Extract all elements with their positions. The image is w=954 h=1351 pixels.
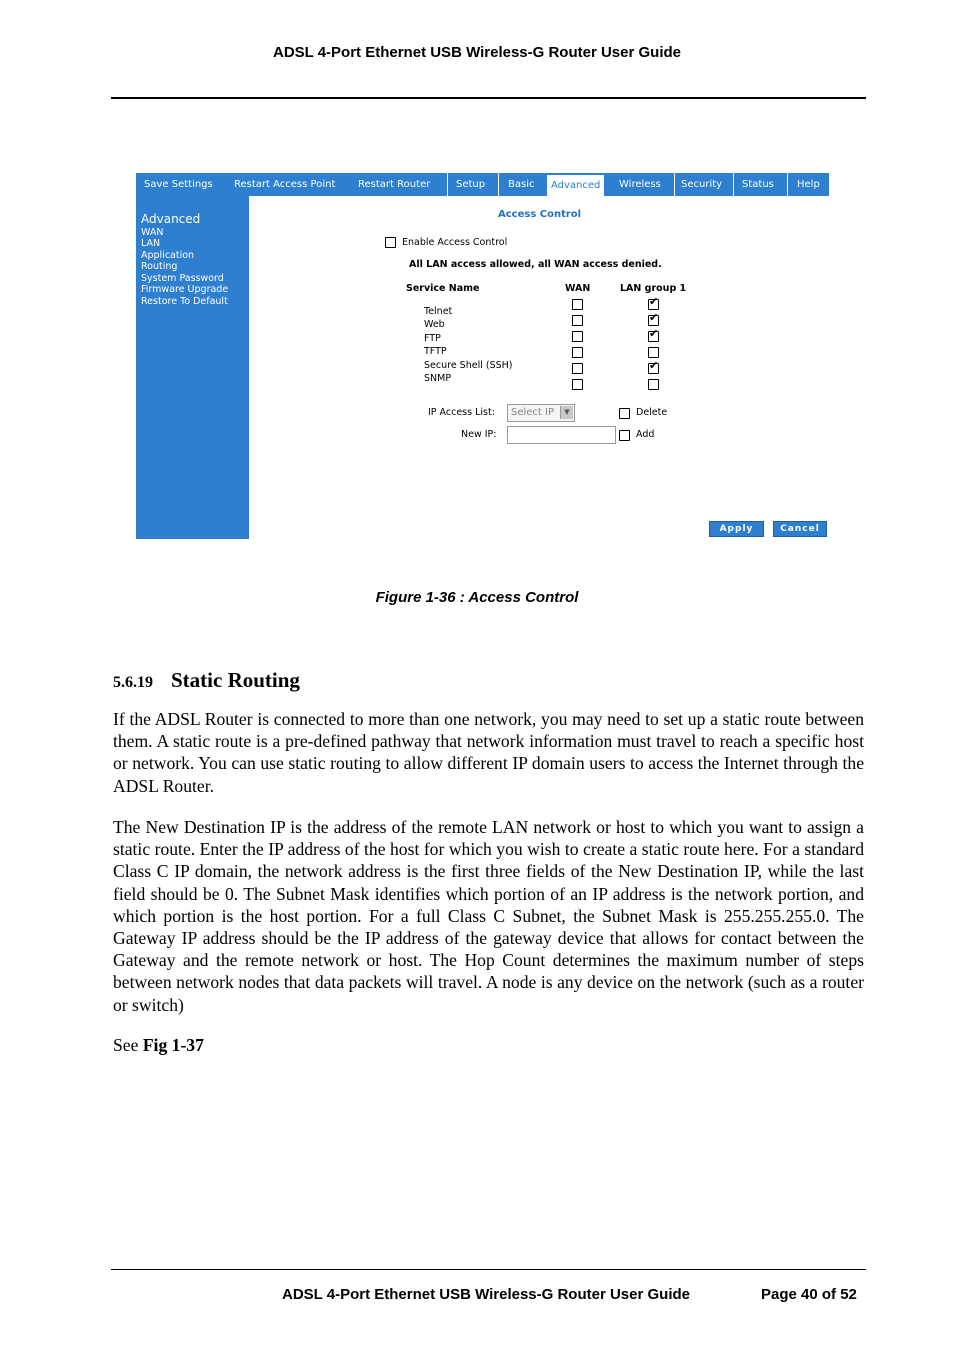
service-name: FTP	[424, 332, 441, 344]
nav-separator	[733, 173, 734, 196]
nav-restart-router[interactable]: Restart Router	[358, 179, 431, 190]
lan-checkbox[interactable]	[648, 347, 659, 358]
nav-wireless[interactable]: Wireless	[619, 179, 661, 190]
nav-basic[interactable]: Basic	[508, 179, 535, 190]
enable-access-control-label: Enable Access Control	[402, 237, 508, 248]
sidebar-item-wan[interactable]: WAN	[141, 227, 164, 238]
wan-checkbox[interactable]	[572, 315, 583, 326]
nav-status[interactable]: Status	[742, 179, 774, 190]
new-ip-label: New IP:	[461, 429, 497, 440]
footer-title: ADSL 4-Port Ethernet USB Wireless-G Router User Guide	[282, 1286, 691, 1303]
sidebar-item-system-password[interactable]: System Password	[141, 273, 224, 284]
see-prefix: See	[113, 1035, 143, 1055]
page-header: ADSL 4-Port Ethernet USB Wireless-G Router User Guide	[272, 44, 681, 61]
service-name: Telnet	[424, 306, 453, 317]
section-title: Static Routing	[171, 668, 300, 692]
wan-checkbox[interactable]	[572, 331, 583, 342]
ip-access-select-value: Select IP	[511, 407, 555, 418]
nav-help[interactable]: Help	[797, 179, 820, 190]
wan-checkbox[interactable]	[572, 379, 583, 390]
checkmark-icon: ✔	[649, 327, 659, 340]
wan-checkbox[interactable]	[572, 363, 583, 374]
apply-button[interactable]: Apply	[709, 521, 764, 537]
router-ui-screenshot	[136, 173, 829, 539]
wan-checkbox[interactable]	[572, 299, 583, 310]
nav-setup[interactable]: Setup	[456, 179, 486, 190]
content-panel	[249, 196, 829, 539]
nav-save-settings[interactable]: Save Settings	[144, 179, 213, 190]
column-header-wan: WAN	[565, 283, 591, 294]
lan-checkbox[interactable]	[648, 311, 659, 326]
delete-checkbox[interactable]	[619, 408, 630, 419]
paragraph: The New Destination IP is the address of the remote LAN network or host to which you want to assign a static route. Enter the IP address of the host for which you wish to create a static route here. For a standard Class C IP domain, the network address is the first three fields of the New Destination IP, while the last field should be 0. The Subnet Mask identifies which portion of an IP address is the network portion, and which portion is the host portion. For a full Class C Subnet, the Subnet Mask is 255.255.255.0. The Gateway IP address should be the IP address of the gateway device that allows for contact between the Gateway and the remote network or host. The Hop Count determines the maximum number of steps between network nodes that data packets will travel. A node is any device on the network (such as a router or switch)	[113, 817, 864, 1015]
column-header-lan: LAN group 1	[620, 283, 687, 294]
add-label: Add	[636, 429, 655, 440]
checkmark-icon: ✔	[649, 295, 659, 308]
footer-rule	[111, 1269, 866, 1270]
nav-separator	[787, 173, 788, 196]
sidebar-item-lan[interactable]: LAN	[141, 238, 161, 249]
figure-caption: Figure 1-36 : Access Control	[375, 589, 579, 606]
service-name: SNMP	[424, 373, 452, 384]
see-reference	[113, 1035, 204, 1056]
section-number: 5.6.19	[113, 674, 153, 691]
checkmark-icon: ✔	[649, 359, 659, 372]
sidebar-item-restore-default[interactable]: Restore To Default	[141, 296, 228, 307]
lan-checkbox[interactable]	[648, 327, 659, 342]
lan-checkbox[interactable]	[648, 359, 659, 374]
sidebar-item-routing[interactable]: Routing	[141, 261, 178, 272]
ip-access-select[interactable]	[507, 404, 575, 422]
enable-access-control-checkbox[interactable]	[385, 237, 396, 248]
top-nav-bar	[136, 173, 829, 196]
section-heading	[113, 668, 300, 693]
sidebar-title: Advanced	[141, 212, 201, 226]
service-name: TFTP	[424, 346, 447, 358]
nav-restart-access-point[interactable]: Restart Access Point	[234, 179, 336, 190]
column-header-service: Service Name	[406, 283, 480, 294]
new-ip-input[interactable]	[507, 426, 616, 444]
nav-separator	[447, 173, 448, 196]
header-rule	[111, 97, 866, 99]
nav-advanced[interactable]: Advanced	[547, 175, 604, 196]
service-name: Secure Shell (SSH)	[424, 359, 513, 371]
lan-checkbox[interactable]	[648, 295, 659, 310]
paragraph: If the ADSL Router is connected to more than one network, you may need to set up a static route between them. A static route is a pre-defined pathway that network information must travel to reach a specific host or network. You can use static routing to allow different IP domain users to access the Internet through the ADSL Router.	[113, 709, 864, 796]
wan-checkbox[interactable]	[572, 347, 583, 358]
delete-label: Delete	[636, 407, 668, 418]
nav-separator	[498, 173, 499, 196]
nav-security[interactable]: Security	[681, 179, 723, 190]
ip-access-list-label: IP Access List:	[428, 407, 495, 418]
sidebar	[136, 196, 249, 539]
service-name: Web	[424, 319, 445, 331]
nav-separator	[674, 173, 675, 196]
add-checkbox[interactable]	[619, 430, 630, 441]
figure-reference: Fig 1-37	[142, 1035, 204, 1055]
page-title: Access Control	[498, 209, 582, 220]
checkmark-icon: ✔	[649, 311, 659, 324]
chevron-down-icon: ▼	[560, 406, 573, 419]
status-message: All LAN access allowed, all WAN access denied.	[409, 259, 662, 270]
cancel-button[interactable]: Cancel	[773, 521, 827, 537]
sidebar-item-application[interactable]: Application	[141, 250, 195, 261]
lan-checkbox[interactable]	[648, 379, 659, 390]
page-number: Page 40 of 52	[761, 1286, 857, 1303]
sidebar-item-firmware-upgrade[interactable]: Firmware Upgrade	[141, 284, 229, 295]
